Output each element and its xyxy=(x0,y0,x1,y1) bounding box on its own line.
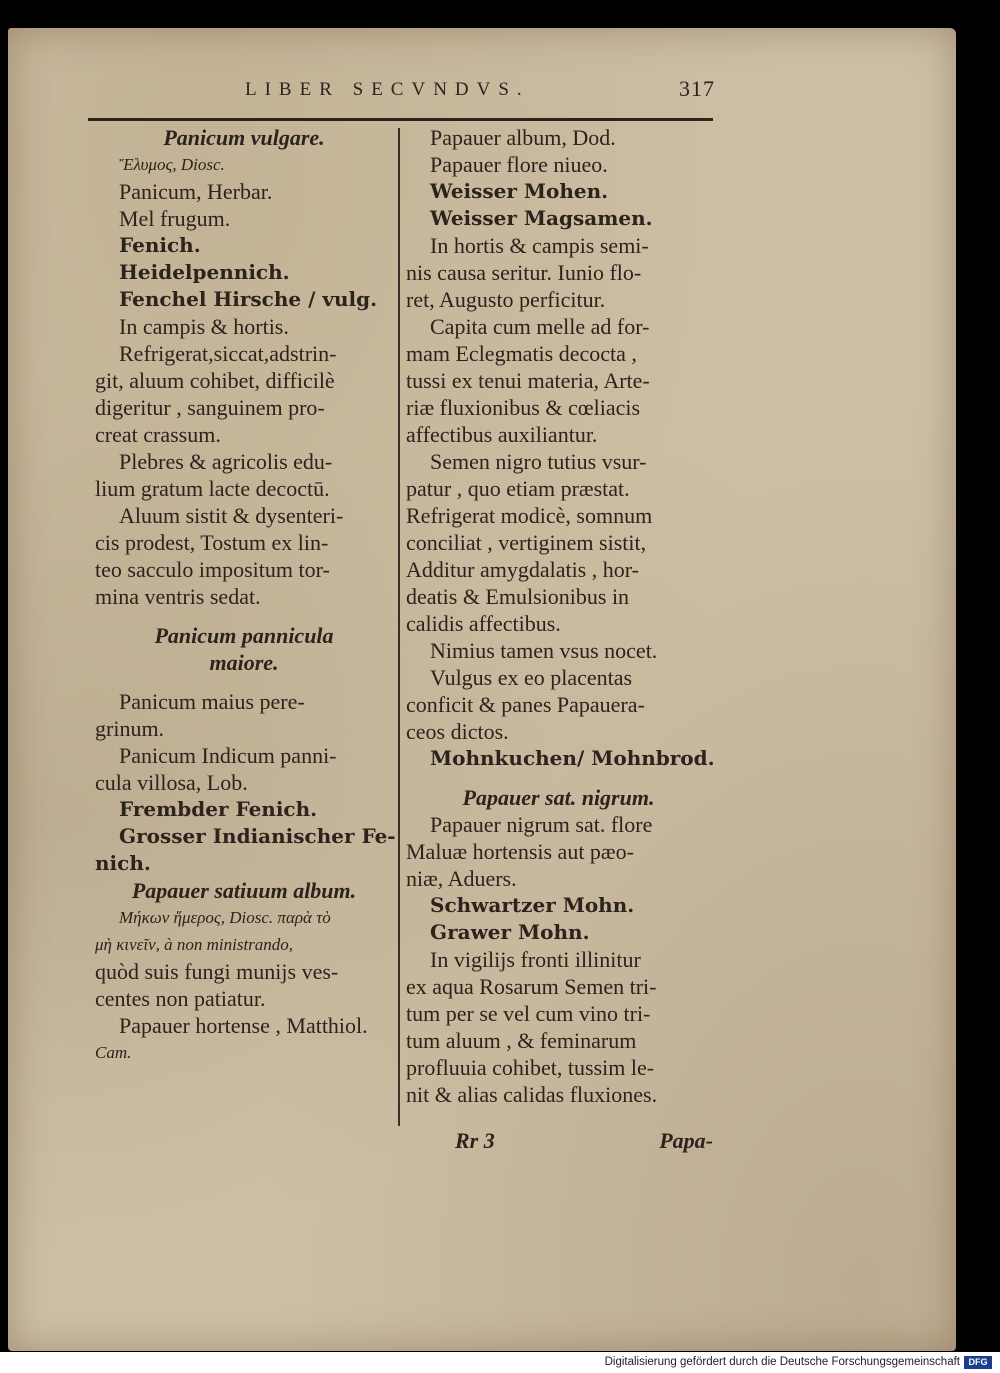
text-line: μὴ κινεῖν, à non ministrando, xyxy=(95,935,294,954)
text-line: Weisser Mohen. xyxy=(430,179,609,203)
text-line: tum aluum , & feminarum xyxy=(406,1028,637,1053)
text-line: profluuia cohibet, tussim le- xyxy=(406,1055,655,1080)
text-line: tum per se vel cum vino tri- xyxy=(406,1001,651,1026)
text-line: teo sacculo impositum tor- xyxy=(95,557,330,582)
text-line: Frembder Fenich. xyxy=(119,797,318,821)
text-line: cis prodest, Tostum ex lin- xyxy=(95,530,329,555)
text-line: conficit & panes Papauera- xyxy=(406,692,645,717)
text-line: creat crassum. xyxy=(95,422,221,447)
text-line: Schwartzer Mohn. xyxy=(430,893,635,917)
text-line: tussi ex tenui materia, Arte- xyxy=(406,368,650,393)
text-line: In vigilijs fronti illinitur xyxy=(430,947,641,972)
text-line: ex aqua Rosarum Semen tri- xyxy=(406,974,657,999)
text-line: Panicum Indicum panni- xyxy=(119,743,337,768)
text-line: Grosser Indianischer Fe- xyxy=(119,824,396,848)
section-heading: Panicum vulgare. xyxy=(163,125,325,150)
text-line: Plebres & agricolis edu- xyxy=(119,449,333,474)
text-line: mina ventris sedat. xyxy=(95,584,261,609)
column-divider xyxy=(398,128,400,1126)
text-line: Cam. xyxy=(95,1043,132,1062)
text-line: niæ, Aduers. xyxy=(406,866,517,891)
text-line: nis causa seritur. Iunio flo- xyxy=(406,260,642,285)
text-line: ceos dictos. xyxy=(406,719,509,744)
catchword: Papa- xyxy=(659,1128,713,1153)
text-line: grinum. xyxy=(95,716,165,741)
running-title: LIBER SECVNDVS. xyxy=(245,79,530,100)
text-line: Refrigerat modicè, somnum xyxy=(406,503,653,528)
dfg-logo: DFG xyxy=(964,1356,992,1369)
text-line: Semen nigro tutius vsur- xyxy=(430,449,647,474)
text-line: centes non patiatur. xyxy=(95,986,266,1011)
text-line: nich. xyxy=(95,851,151,875)
left-column xyxy=(95,124,396,1066)
text-line: Fenich. xyxy=(119,233,201,257)
text-line: Ἔλυμος, Diosc. xyxy=(119,155,225,174)
text-line: Fenchel Hirsche / vulg. xyxy=(119,287,378,311)
text-line: Capita cum melle ad for- xyxy=(430,314,650,339)
text-line: cula villosa, Lob. xyxy=(95,770,248,795)
text-line: conciliat , vertiginem sistit, xyxy=(406,530,647,555)
text-line: affectibus auxiliantur. xyxy=(406,422,598,447)
text-line: digeritur , sanguinem pro- xyxy=(95,395,325,420)
signature-mark: Rr 3 xyxy=(455,1128,495,1153)
text-line: lium gratum lacte decoctū. xyxy=(95,476,330,501)
page-header xyxy=(245,76,715,105)
text-line: Papauer hortense , Matthiol. xyxy=(119,1013,368,1038)
text-line: patur , quo etiam præstat. xyxy=(406,476,630,501)
text-line: nit & alias calidas fluxiones. xyxy=(406,1082,658,1107)
text-line: Aluum sistit & dysenteri- xyxy=(119,503,344,528)
text-line: Mel frugum. xyxy=(119,206,231,231)
text-line: Panicum, Herbar. xyxy=(119,179,273,204)
text-line: Mohnkuchen/ Mohnbrod. xyxy=(430,746,715,770)
text-line: Panicum maius pere- xyxy=(119,689,305,714)
text-line: mam Eclegmatis decocta , xyxy=(406,341,637,366)
digitization-footer xyxy=(0,1352,1000,1373)
catch-line xyxy=(455,1128,713,1158)
text-line: ret, Augusto perficitur. xyxy=(406,287,606,312)
header-rule xyxy=(88,118,713,121)
section-heading: Panicum pannicula xyxy=(154,623,334,648)
funding-note: Digitalisierung gefördert durch die Deutsche Forschungsgemeinschaft xyxy=(604,1356,960,1368)
section-heading: Papauer satiuum album. xyxy=(131,878,357,903)
text-line: deatis & Emulsionibus in xyxy=(406,584,630,609)
text-line: calidis affectibus. xyxy=(406,611,561,636)
spacer xyxy=(95,676,393,688)
spacer xyxy=(406,772,711,784)
text-line: Papauer flore niueo. xyxy=(430,152,608,177)
text-line: Grawer Mohn. xyxy=(430,920,590,944)
text-line: riæ fluxionibus & cœliacis xyxy=(406,395,641,420)
spacer xyxy=(95,610,393,622)
text-line: In hortis & campis semi- xyxy=(430,233,649,258)
text-line: Refrigerat,siccat,adstrin- xyxy=(119,341,337,366)
text-line: Nimius tamen vsus nocet. xyxy=(430,638,658,663)
section-heading: maiore. xyxy=(209,650,279,675)
text-line: In campis & hortis. xyxy=(119,314,289,339)
section-heading: Papauer sat. nigrum. xyxy=(462,785,655,810)
text-line: Additur amygdalatis , hor- xyxy=(406,557,639,582)
text-line: Μήκων ἥμερος, Diosc. παρὰ τὸ xyxy=(119,908,331,927)
text-line: Papauer album, Dod. xyxy=(430,125,616,150)
text-line: Maluæ hortensis aut pæo- xyxy=(406,839,634,864)
text-line: git, aluum cohibet, difficilè xyxy=(95,368,335,393)
text-line: Papauer nigrum sat. flore xyxy=(430,812,653,837)
text-line: Vulgus ex eo placentas xyxy=(430,665,633,690)
text-line: quòd suis fungi munijs ves- xyxy=(95,959,339,984)
text-line: Weisser Magsamen. xyxy=(430,206,653,230)
page-number: 317 xyxy=(679,76,715,101)
right-column xyxy=(406,124,715,1108)
text-line: Heidelpennich. xyxy=(119,260,290,284)
